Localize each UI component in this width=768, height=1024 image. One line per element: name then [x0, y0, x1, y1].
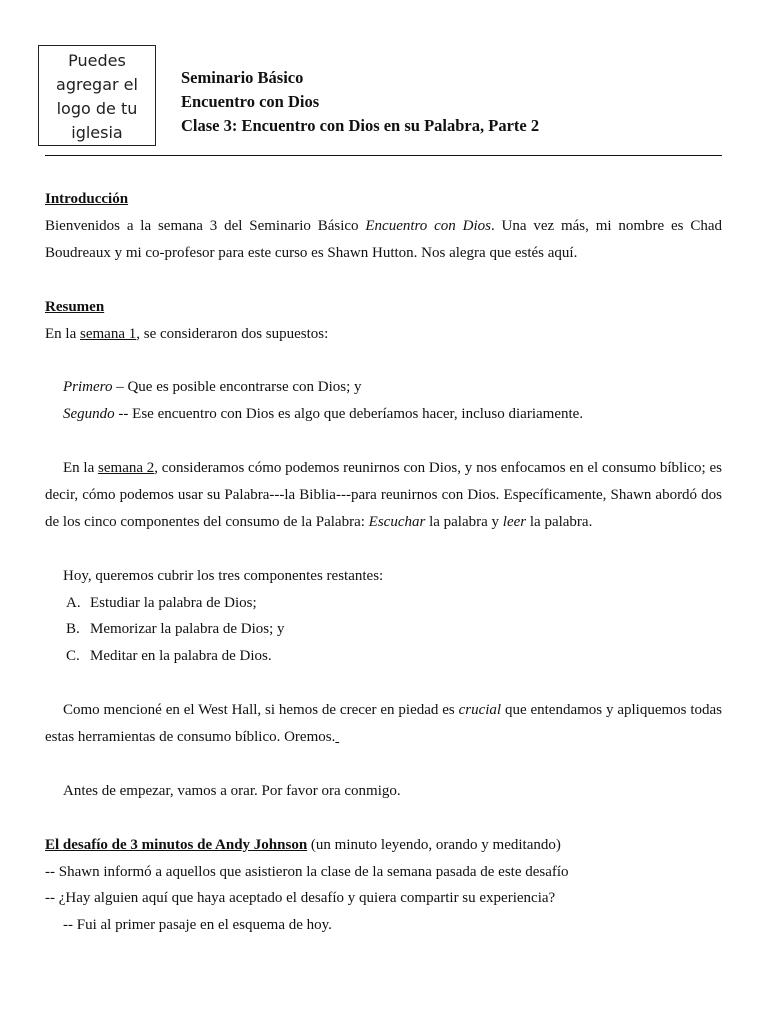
spacer	[45, 347, 722, 374]
spacer	[45, 805, 722, 832]
list-item-letter: A.	[66, 594, 81, 611]
intro-course-name: Encuentro con Dios	[365, 217, 491, 234]
summary-text: la palabra y	[425, 513, 503, 530]
today-intro: Hoy, queremos cubrir los tres componentes restantes:	[63, 567, 384, 584]
list-item-text: Memorizar la palabra de Dios; y	[90, 621, 285, 638]
week2-reference: semana 2	[98, 460, 155, 477]
spacer	[45, 267, 722, 294]
crucial-word: crucial	[458, 702, 502, 719]
course-title: Encuentro con Dios	[181, 92, 320, 111]
assumption-first	[45, 374, 722, 401]
summary-text: , se consideraron dos supuestos:	[136, 325, 329, 342]
assumption-label: Segundo	[63, 406, 115, 423]
spacer	[45, 751, 722, 778]
week1-reference: semana 1	[80, 325, 137, 342]
intro-text: Bienvenidos a la semana 3 del Seminario Básico	[45, 217, 366, 234]
intro-paragraph	[45, 213, 722, 267]
list-item-letter: B.	[66, 621, 80, 638]
spacer	[45, 536, 722, 563]
crucial-paragraph	[45, 697, 722, 751]
list-item-letter: C.	[66, 648, 80, 665]
component-read: leer	[502, 513, 527, 530]
list-item	[66, 590, 722, 617]
logo-placeholder	[38, 45, 156, 146]
summary-text: En la	[45, 325, 80, 342]
components-list	[45, 590, 722, 671]
seminar-title: Seminario Básico	[181, 68, 304, 87]
summary-text: En la	[63, 460, 99, 477]
challenge-note: (un minuto leyendo, orando y meditando)	[307, 836, 561, 853]
document-header	[181, 66, 539, 138]
challenge-title	[45, 832, 722, 859]
header-divider	[45, 155, 722, 156]
spacer	[45, 670, 722, 697]
challenge-heading: El desafío de 3 minutos de Andy Johnson	[45, 836, 308, 853]
summary-text: , consideramos cómo podemos reunirnos con Dios, y nos enfocamos en el consumo bíblico; es decir, cómo podemos usar su Palabra---la Biblia---para reunirnos con Dios. Específicamente, Shawn abordó dos de los cinco componentes del consumo de la Palabra:	[45, 460, 722, 530]
list-item	[66, 616, 722, 643]
spacer	[45, 428, 722, 455]
summary-heading: Resumen	[45, 298, 105, 315]
list-item-text: Estudiar la palabra de Dios;	[90, 594, 257, 611]
logo-placeholder-line: logo de tu	[56, 99, 138, 118]
component-listen: Escuchar	[368, 513, 426, 530]
summary-week2	[45, 455, 722, 536]
list-item	[66, 643, 722, 670]
assumption-second	[45, 401, 722, 428]
assumption-label: Primero	[63, 379, 113, 396]
challenge-line: -- Fui al primer pasaje en el esquema de hoy.	[63, 917, 332, 934]
document-body	[45, 186, 722, 939]
summary-text: que entendamos y apliquemos todas estas herramientas de consumo bíblico. Oremos.	[45, 702, 723, 746]
assumption-text: – Que es posible encontrarse con Dios; y	[112, 379, 362, 396]
logo-placeholder-line: iglesia	[71, 123, 123, 142]
summary-text: Como mencioné en el West Hall, si hemos de crecer en piedad es	[63, 702, 459, 719]
prayer-paragraph: Antes de empezar, vamos a orar. Por favor ora conmigo.	[63, 782, 401, 799]
trailing-underline	[335, 729, 339, 745]
challenge-line: -- ¿Hay alguien aquí que haya aceptado el desafío y quiera compartir su experiencia?	[45, 890, 556, 907]
assumption-text: -- Ese encuentro con Dios es algo que deberíamos hacer, incluso diariamente.	[114, 406, 584, 423]
summary-text: la palabra.	[526, 513, 593, 530]
intro-heading: Introducción	[45, 191, 129, 207]
class-title: Clase 3: Encuentro con Dios en su Palabra, Parte 2	[181, 116, 540, 135]
summary-week1	[45, 321, 722, 348]
logo-placeholder-line: Puedes	[68, 51, 126, 70]
logo-placeholder-line: agregar el	[56, 75, 138, 94]
challenge-line: -- Shawn informó a aquellos que asistieron la clase de la semana pasada de este desafío	[45, 863, 569, 880]
intro-text: . Una vez más, mi nombre es Chad Boudreaux y mi co-profesor para este curso es Shawn Hutton. Nos alegra que estés aquí.	[45, 217, 723, 261]
list-item-text: Meditar en la palabra de Dios.	[90, 648, 272, 665]
